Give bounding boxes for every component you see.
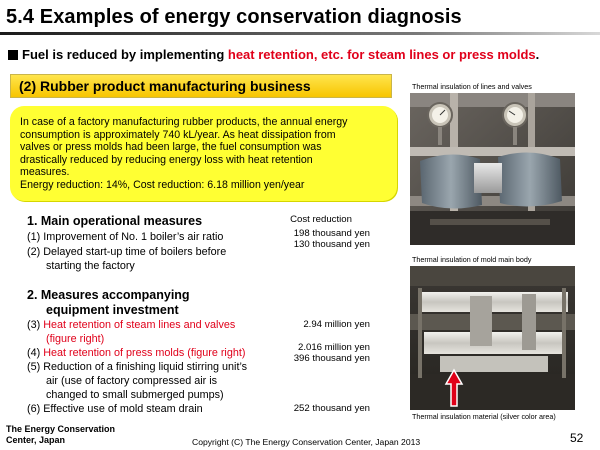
subtitle-highlight: heat retention, etc. for steam lines or press molds	[227, 47, 536, 62]
measure-text: Heat retention of press molds (figure right)	[43, 347, 246, 359]
measure-item-5-cont2: changed to small submerged pumps)	[46, 389, 224, 401]
summary-line: drastically reduced by reducing energy loss with heat retention	[20, 153, 313, 166]
measure-item-2-cont: starting the factory	[46, 260, 135, 272]
measure-number: (3)	[27, 319, 44, 331]
measure-item-2: (2) Delayed start-up time of boilers before	[27, 246, 227, 258]
summary-box	[10, 106, 397, 201]
summary-result-line: Energy reduction: 14%, Cost reduction: 6.18 million yen/year	[20, 178, 305, 191]
photo-lines-valves	[410, 93, 575, 245]
measure-value-4: 2.016 million yen	[298, 342, 370, 353]
title-underline	[0, 32, 600, 35]
summary-line: consumption is approximately 740 kL/year. As heat dissipation from	[20, 128, 336, 141]
footer-organization	[6, 424, 115, 446]
measure-value-6: 252 thousand yen	[293, 403, 370, 414]
photo-caption-insulation-material: Thermal insulation material (silver color area)	[412, 412, 556, 421]
section2-heading-cont: equipment investment	[46, 303, 179, 317]
measure-item-3	[27, 319, 235, 332]
footer-org-line: The Energy Conservation	[6, 424, 116, 434]
measure-text: Reduction of a finishing liquid stirring unit’s	[43, 361, 248, 373]
photo-caption-lines-valves: Thermal insulation of lines and valves	[412, 82, 532, 91]
section1-heading: 1. Main operational measures	[27, 214, 203, 228]
summary-line: measures.	[20, 166, 70, 179]
photo-caption-mold-body: Thermal insulation of mold main body	[412, 255, 532, 264]
measure-value-2: 130 thousand yen	[293, 239, 370, 250]
page-number: 52	[570, 431, 584, 445]
measure-text: Heat retention of steam lines and valves	[43, 319, 236, 331]
measure-value-3: 2.94 million yen	[303, 319, 370, 330]
cost-reduction-header: Cost reduction	[290, 214, 352, 225]
subtitle-prefix: Fuel is reduced by implementing	[22, 47, 228, 62]
measure-item-6	[27, 403, 203, 416]
measure-text: Effective use of mold steam drain	[43, 403, 203, 415]
measure-item-3-cont: (figure right)	[46, 333, 105, 345]
footer-org-line: Center, Japan	[6, 435, 66, 445]
measure-number: (6)	[27, 403, 44, 415]
business-banner: (2) Rubber product manufacturing business	[10, 74, 392, 98]
summary-line: In case of a factory manufacturing rubber products, the annual energy	[20, 116, 348, 128]
summary-line: valves or press molds had been large, the fuel consumption was	[20, 141, 322, 154]
measure-item-1: (1) Improvement of No. 1 boiler’s air ratio	[27, 231, 224, 243]
subtitle-suffix: .	[535, 47, 540, 62]
measure-number: (5)	[27, 361, 44, 373]
copyright: Copyright (C) The Energy Conservation Center, Japan 2013	[192, 437, 421, 447]
photo-mold-body	[410, 266, 575, 410]
measure-item-5	[27, 361, 247, 374]
measure-value-5: 396 thousand yen	[293, 353, 370, 364]
measure-item-4	[27, 347, 245, 360]
measure-item-5-cont: air (use of factory compressed air is	[46, 375, 218, 387]
slide-title: 5.4 Examples of energy conservation diagnosis	[6, 6, 462, 28]
measure-value-1: 198 thousand yen	[293, 228, 370, 239]
section2-heading: 2. Measures accompanying	[27, 288, 190, 302]
subtitle	[8, 47, 539, 62]
measure-number: (4)	[27, 347, 44, 359]
square-bullet-icon	[8, 50, 18, 60]
